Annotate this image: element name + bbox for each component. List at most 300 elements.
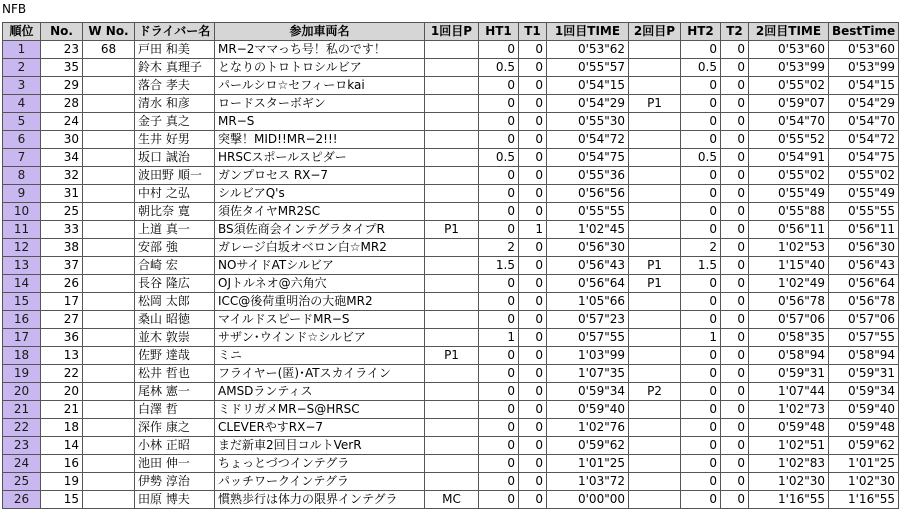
no-cell: 22 bbox=[41, 365, 83, 383]
no-cell: 28 bbox=[41, 95, 83, 113]
ht2-cell: 0 bbox=[681, 473, 721, 491]
no-cell: 26 bbox=[41, 275, 83, 293]
results-body bbox=[3, 41, 899, 509]
table-row bbox=[3, 131, 899, 149]
ht2-cell: 0 bbox=[681, 275, 721, 293]
ht1-cell: 0 bbox=[479, 131, 519, 149]
time1-cell: 0'56"43 bbox=[547, 257, 629, 275]
time2-cell: 0'57"06 bbox=[749, 311, 829, 329]
ht1-cell: 0 bbox=[479, 347, 519, 365]
driver-cell: 松岡 太郎 bbox=[135, 293, 215, 311]
driver-cell: 田原 博夫 bbox=[135, 491, 215, 509]
t1-cell: 1 bbox=[519, 221, 547, 239]
driver-cell: 鈴木 真理子 bbox=[135, 59, 215, 77]
rank-cell: 8 bbox=[3, 167, 41, 185]
time2-cell: 0'56"11 bbox=[749, 221, 829, 239]
p1-cell bbox=[425, 455, 479, 473]
ht2-cell: 0 bbox=[681, 221, 721, 239]
wno-cell bbox=[83, 203, 135, 221]
ht2-cell: 0 bbox=[681, 401, 721, 419]
t2-cell: 0 bbox=[721, 203, 749, 221]
ht2-cell: 0 bbox=[681, 131, 721, 149]
time1-cell: 1'01"25 bbox=[547, 455, 629, 473]
ht2-cell: 0.5 bbox=[681, 149, 721, 167]
best-cell: 0'59"31 bbox=[829, 365, 899, 383]
rank-cell: 24 bbox=[3, 455, 41, 473]
ht1-cell: 0 bbox=[479, 311, 519, 329]
p2-cell bbox=[629, 203, 681, 221]
time1-cell: 0'54"29 bbox=[547, 95, 629, 113]
table-row bbox=[3, 419, 899, 437]
ht1-cell: 0 bbox=[479, 401, 519, 419]
wno-cell bbox=[83, 239, 135, 257]
table-row bbox=[3, 221, 899, 239]
car-cell: HRSCスポールスピダー bbox=[215, 149, 425, 167]
ht1-cell: 0 bbox=[479, 41, 519, 59]
no-cell: 33 bbox=[41, 221, 83, 239]
driver-cell: 中村 之弘 bbox=[135, 185, 215, 203]
p2-cell bbox=[629, 329, 681, 347]
best-cell: 0'55"55 bbox=[829, 203, 899, 221]
rank-cell: 12 bbox=[3, 239, 41, 257]
t2-cell: 0 bbox=[721, 293, 749, 311]
time1-cell: 0'59"34 bbox=[547, 383, 629, 401]
car-cell: NOサイドATシルビア bbox=[215, 257, 425, 275]
p2-cell bbox=[629, 401, 681, 419]
p2-cell bbox=[629, 185, 681, 203]
p1-cell: P1 bbox=[425, 347, 479, 365]
ht1-cell: 0 bbox=[479, 95, 519, 113]
table-row bbox=[3, 401, 899, 419]
wno-cell bbox=[83, 365, 135, 383]
t1-cell: 0 bbox=[519, 239, 547, 257]
time2-cell: 1'02"51 bbox=[749, 437, 829, 455]
time2-cell: 1'02"30 bbox=[749, 473, 829, 491]
table-row bbox=[3, 167, 899, 185]
best-cell: 0'59"48 bbox=[829, 419, 899, 437]
time2-cell: 1'16"55 bbox=[749, 491, 829, 509]
car-cell: ガレージ白坂オベロン白☆MR2 bbox=[215, 239, 425, 257]
p1-cell bbox=[425, 365, 479, 383]
rank-cell: 2 bbox=[3, 59, 41, 77]
t1-cell: 0 bbox=[519, 401, 547, 419]
wno-cell bbox=[83, 59, 135, 77]
table-row bbox=[3, 185, 899, 203]
rank-cell: 13 bbox=[3, 257, 41, 275]
best-cell: 0'59"40 bbox=[829, 401, 899, 419]
p1-cell bbox=[425, 293, 479, 311]
ht1-cell: 0.5 bbox=[479, 149, 519, 167]
no-cell: 29 bbox=[41, 77, 83, 95]
driver-cell: 長谷 隆広 bbox=[135, 275, 215, 293]
driver-cell: 並木 敦崇 bbox=[135, 329, 215, 347]
col-t2-header: T2 bbox=[721, 23, 749, 41]
p2-cell bbox=[629, 437, 681, 455]
best-cell: 0'57"55 bbox=[829, 329, 899, 347]
ht1-cell: 0 bbox=[479, 491, 519, 509]
class-caption: NFB bbox=[2, 2, 27, 16]
best-cell: 0'56"11 bbox=[829, 221, 899, 239]
p2-cell: P1 bbox=[629, 275, 681, 293]
time1-cell: 0'59"40 bbox=[547, 401, 629, 419]
table-row bbox=[3, 491, 899, 509]
driver-cell: 合崎 宏 bbox=[135, 257, 215, 275]
rank-cell: 1 bbox=[3, 41, 41, 59]
p2-cell bbox=[629, 221, 681, 239]
time1-cell: 0'54"72 bbox=[547, 131, 629, 149]
t2-cell: 0 bbox=[721, 455, 749, 473]
p1-cell bbox=[425, 383, 479, 401]
rank-cell: 15 bbox=[3, 293, 41, 311]
p1-cell bbox=[425, 113, 479, 131]
t1-cell: 0 bbox=[519, 329, 547, 347]
car-cell: シルビアQ's bbox=[215, 185, 425, 203]
t1-cell: 0 bbox=[519, 41, 547, 59]
car-cell: フライヤー(匿)･ATスカイライン bbox=[215, 365, 425, 383]
no-cell: 24 bbox=[41, 113, 83, 131]
p1-cell bbox=[425, 185, 479, 203]
p1-cell bbox=[425, 311, 479, 329]
table-row bbox=[3, 473, 899, 491]
no-cell: 36 bbox=[41, 329, 83, 347]
driver-cell: 安部 強 bbox=[135, 239, 215, 257]
ht1-cell: 0 bbox=[479, 455, 519, 473]
table-row bbox=[3, 383, 899, 401]
p1-cell: MC bbox=[425, 491, 479, 509]
rank-cell: 4 bbox=[3, 95, 41, 113]
t2-cell: 0 bbox=[721, 149, 749, 167]
no-cell: 21 bbox=[41, 401, 83, 419]
t2-cell: 0 bbox=[721, 185, 749, 203]
t1-cell: 0 bbox=[519, 293, 547, 311]
col-p1-header: 1回目P bbox=[425, 23, 479, 41]
table-row bbox=[3, 347, 899, 365]
ht1-cell: 0 bbox=[479, 77, 519, 95]
t1-cell: 0 bbox=[519, 131, 547, 149]
ht1-cell: 0 bbox=[479, 293, 519, 311]
ht1-cell: 0 bbox=[479, 203, 519, 221]
best-cell: 1'16"55 bbox=[829, 491, 899, 509]
p2-cell bbox=[629, 167, 681, 185]
time1-cell: 0'00"00 bbox=[547, 491, 629, 509]
time2-cell: 0'55"49 bbox=[749, 185, 829, 203]
wno-cell bbox=[83, 491, 135, 509]
t2-cell: 0 bbox=[721, 221, 749, 239]
ht1-cell: 0 bbox=[479, 419, 519, 437]
p1-cell bbox=[425, 149, 479, 167]
time1-cell: 0'56"30 bbox=[547, 239, 629, 257]
rank-cell: 17 bbox=[3, 329, 41, 347]
best-cell: 0'54"75 bbox=[829, 149, 899, 167]
best-cell: 0'54"70 bbox=[829, 113, 899, 131]
driver-cell: 上道 真一 bbox=[135, 221, 215, 239]
ht2-cell: 0 bbox=[681, 347, 721, 365]
time2-cell: 0'58"35 bbox=[749, 329, 829, 347]
best-cell: 0'56"43 bbox=[829, 257, 899, 275]
col-best-header: BestTime bbox=[829, 23, 899, 41]
ht2-cell: 2 bbox=[681, 239, 721, 257]
ht2-cell: 0.5 bbox=[681, 59, 721, 77]
p2-cell bbox=[629, 473, 681, 491]
ht2-cell: 0 bbox=[681, 113, 721, 131]
car-cell: OJトルネオ@六角穴 bbox=[215, 275, 425, 293]
car-cell: となりのトロトロシルビア bbox=[215, 59, 425, 77]
col-wno-header: W No. bbox=[83, 23, 135, 41]
wno-cell bbox=[83, 455, 135, 473]
table-row bbox=[3, 41, 899, 59]
p1-cell bbox=[425, 473, 479, 491]
table-row bbox=[3, 437, 899, 455]
table-row bbox=[3, 203, 899, 221]
driver-cell: 金子 真之 bbox=[135, 113, 215, 131]
col-ht2-header: HT2 bbox=[681, 23, 721, 41]
wno-cell bbox=[83, 77, 135, 95]
t2-cell: 0 bbox=[721, 437, 749, 455]
wno-cell bbox=[83, 131, 135, 149]
best-cell: 0'55"02 bbox=[829, 167, 899, 185]
best-cell: 0'55"49 bbox=[829, 185, 899, 203]
ht1-cell: 2 bbox=[479, 239, 519, 257]
col-driver-header: ドライバー名 bbox=[135, 23, 215, 41]
p1-cell bbox=[425, 167, 479, 185]
driver-cell: 坂口 誠治 bbox=[135, 149, 215, 167]
p2-cell bbox=[629, 365, 681, 383]
rank-cell: 21 bbox=[3, 401, 41, 419]
time2-cell: 1'02"53 bbox=[749, 239, 829, 257]
p1-cell bbox=[425, 275, 479, 293]
no-cell: 17 bbox=[41, 293, 83, 311]
driver-cell: 桑山 昭徳 bbox=[135, 311, 215, 329]
p2-cell bbox=[629, 131, 681, 149]
time1-cell: 0'57"55 bbox=[547, 329, 629, 347]
t2-cell: 0 bbox=[721, 77, 749, 95]
p2-cell bbox=[629, 77, 681, 95]
p1-cell bbox=[425, 77, 479, 95]
car-cell: ガンプロセス RX−7 bbox=[215, 167, 425, 185]
time2-cell: 0'55"52 bbox=[749, 131, 829, 149]
no-cell: 34 bbox=[41, 149, 83, 167]
time1-cell: 0'55"55 bbox=[547, 203, 629, 221]
ht2-cell: 1.5 bbox=[681, 257, 721, 275]
p1-cell bbox=[425, 131, 479, 149]
car-cell: BS須佐商会インテグラタイプR bbox=[215, 221, 425, 239]
p1-cell bbox=[425, 239, 479, 257]
no-cell: 15 bbox=[41, 491, 83, 509]
ht1-cell: 1.5 bbox=[479, 257, 519, 275]
ht2-cell: 0 bbox=[681, 185, 721, 203]
car-cell: ロードスターボギン bbox=[215, 95, 425, 113]
p2-cell bbox=[629, 419, 681, 437]
ht2-cell: 0 bbox=[681, 95, 721, 113]
no-cell: 27 bbox=[41, 311, 83, 329]
rank-cell: 22 bbox=[3, 419, 41, 437]
time2-cell: 0'54"91 bbox=[749, 149, 829, 167]
driver-cell: 落合 孝夫 bbox=[135, 77, 215, 95]
ht1-cell: 0 bbox=[479, 185, 519, 203]
ht2-cell: 0 bbox=[681, 167, 721, 185]
best-cell: 0'54"15 bbox=[829, 77, 899, 95]
car-cell: 須佐タイヤMR2SC bbox=[215, 203, 425, 221]
rank-cell: 6 bbox=[3, 131, 41, 149]
wno-cell bbox=[83, 437, 135, 455]
driver-cell: 戸田 和美 bbox=[135, 41, 215, 59]
table-row bbox=[3, 59, 899, 77]
driver-cell: 尾林 憲一 bbox=[135, 383, 215, 401]
time1-cell: 0'56"56 bbox=[547, 185, 629, 203]
wno-cell bbox=[83, 347, 135, 365]
best-cell: 0'57"06 bbox=[829, 311, 899, 329]
col-rank-header: 順位 bbox=[3, 23, 41, 41]
driver-cell: 池田 伸一 bbox=[135, 455, 215, 473]
best-cell: 0'56"30 bbox=[829, 239, 899, 257]
ht2-cell: 0 bbox=[681, 491, 721, 509]
ht2-cell: 0 bbox=[681, 365, 721, 383]
ht2-cell: 0 bbox=[681, 437, 721, 455]
no-cell: 35 bbox=[41, 59, 83, 77]
p1-cell bbox=[425, 41, 479, 59]
best-cell: 1'02"30 bbox=[829, 473, 899, 491]
best-cell: 0'59"34 bbox=[829, 383, 899, 401]
p1-cell: P1 bbox=[425, 221, 479, 239]
rank-cell: 5 bbox=[3, 113, 41, 131]
time2-cell: 0'59"48 bbox=[749, 419, 829, 437]
ht2-cell: 0 bbox=[681, 293, 721, 311]
no-cell: 20 bbox=[41, 383, 83, 401]
ht1-cell: 1 bbox=[479, 329, 519, 347]
t2-cell: 0 bbox=[721, 383, 749, 401]
car-cell: まだ新車2回目コルトVerR bbox=[215, 437, 425, 455]
rank-cell: 23 bbox=[3, 437, 41, 455]
ht2-cell: 0 bbox=[681, 455, 721, 473]
t2-cell: 0 bbox=[721, 275, 749, 293]
best-cell: 1'01"25 bbox=[829, 455, 899, 473]
best-cell: 0'56"78 bbox=[829, 293, 899, 311]
time2-cell: 0'58"94 bbox=[749, 347, 829, 365]
t1-cell: 0 bbox=[519, 455, 547, 473]
p2-cell bbox=[629, 113, 681, 131]
p2-cell bbox=[629, 455, 681, 473]
car-cell: 突撃！MID!!MR−2!!! bbox=[215, 131, 425, 149]
wno-cell bbox=[83, 113, 135, 131]
p2-cell bbox=[629, 311, 681, 329]
p2-cell: P1 bbox=[629, 95, 681, 113]
driver-cell: 松井 哲也 bbox=[135, 365, 215, 383]
time1-cell: 0'59"62 bbox=[547, 437, 629, 455]
t2-cell: 0 bbox=[721, 365, 749, 383]
t1-cell: 0 bbox=[519, 77, 547, 95]
col-t1-header: T1 bbox=[519, 23, 547, 41]
table-row bbox=[3, 77, 899, 95]
ht2-cell: 0 bbox=[681, 203, 721, 221]
no-cell: 25 bbox=[41, 203, 83, 221]
time2-cell: 0'53"60 bbox=[749, 41, 829, 59]
rank-cell: 19 bbox=[3, 365, 41, 383]
wno-cell bbox=[83, 185, 135, 203]
no-cell: 23 bbox=[41, 41, 83, 59]
time1-cell: 0'55"57 bbox=[547, 59, 629, 77]
time2-cell: 0'56"78 bbox=[749, 293, 829, 311]
p2-cell bbox=[629, 347, 681, 365]
car-cell: パールシロ☆セフィーロkai bbox=[215, 77, 425, 95]
t1-cell: 0 bbox=[519, 59, 547, 77]
p2-cell: P2 bbox=[629, 383, 681, 401]
time2-cell: 0'54"70 bbox=[749, 113, 829, 131]
results-table bbox=[2, 22, 899, 509]
t1-cell: 0 bbox=[519, 311, 547, 329]
time1-cell: 0'54"15 bbox=[547, 77, 629, 95]
time1-cell: 0'53"62 bbox=[547, 41, 629, 59]
t2-cell: 0 bbox=[721, 419, 749, 437]
time1-cell: 0'54"75 bbox=[547, 149, 629, 167]
car-cell: マイルドスピードMR−S bbox=[215, 311, 425, 329]
car-cell: AMSDランティス bbox=[215, 383, 425, 401]
t2-cell: 0 bbox=[721, 257, 749, 275]
best-cell: 0'59"62 bbox=[829, 437, 899, 455]
wno-cell bbox=[83, 473, 135, 491]
t2-cell: 0 bbox=[721, 59, 749, 77]
rank-cell: 20 bbox=[3, 383, 41, 401]
no-cell: 31 bbox=[41, 185, 83, 203]
table-row bbox=[3, 149, 899, 167]
no-cell: 32 bbox=[41, 167, 83, 185]
time1-cell: 1'03"99 bbox=[547, 347, 629, 365]
t2-cell: 0 bbox=[721, 239, 749, 257]
driver-cell: 生井 好男 bbox=[135, 131, 215, 149]
p1-cell bbox=[425, 437, 479, 455]
header-row bbox=[3, 23, 899, 41]
ht2-cell: 0 bbox=[681, 383, 721, 401]
table-row bbox=[3, 455, 899, 473]
p1-cell bbox=[425, 203, 479, 221]
time1-cell: 0'56"64 bbox=[547, 275, 629, 293]
time1-cell: 1'03"72 bbox=[547, 473, 629, 491]
time2-cell: 1'07"44 bbox=[749, 383, 829, 401]
t1-cell: 0 bbox=[519, 275, 547, 293]
no-cell: 19 bbox=[41, 473, 83, 491]
t1-cell: 0 bbox=[519, 437, 547, 455]
wno-cell bbox=[83, 401, 135, 419]
driver-cell: 深作 康之 bbox=[135, 419, 215, 437]
col-p2-header: 2回目P bbox=[629, 23, 681, 41]
t1-cell: 0 bbox=[519, 167, 547, 185]
rank-cell: 26 bbox=[3, 491, 41, 509]
p2-cell bbox=[629, 41, 681, 59]
t1-cell: 0 bbox=[519, 491, 547, 509]
car-cell: サザン･ウインド☆シルビア bbox=[215, 329, 425, 347]
wno-cell bbox=[83, 329, 135, 347]
t1-cell: 0 bbox=[519, 95, 547, 113]
p1-cell bbox=[425, 59, 479, 77]
driver-cell: 波田野 順一 bbox=[135, 167, 215, 185]
p1-cell bbox=[425, 419, 479, 437]
best-cell: 0'54"29 bbox=[829, 95, 899, 113]
best-cell: 0'58"94 bbox=[829, 347, 899, 365]
no-cell: 18 bbox=[41, 419, 83, 437]
rank-cell: 18 bbox=[3, 347, 41, 365]
rank-cell: 16 bbox=[3, 311, 41, 329]
wno-cell: 68 bbox=[83, 41, 135, 59]
time2-cell: 1'02"73 bbox=[749, 401, 829, 419]
driver-cell: 伊勢 淳治 bbox=[135, 473, 215, 491]
no-cell: 13 bbox=[41, 347, 83, 365]
table-row bbox=[3, 239, 899, 257]
t1-cell: 0 bbox=[519, 257, 547, 275]
time1-cell: 0'57"23 bbox=[547, 311, 629, 329]
rank-cell: 7 bbox=[3, 149, 41, 167]
wno-cell bbox=[83, 149, 135, 167]
time1-cell: 1'05"66 bbox=[547, 293, 629, 311]
p2-cell bbox=[629, 293, 681, 311]
